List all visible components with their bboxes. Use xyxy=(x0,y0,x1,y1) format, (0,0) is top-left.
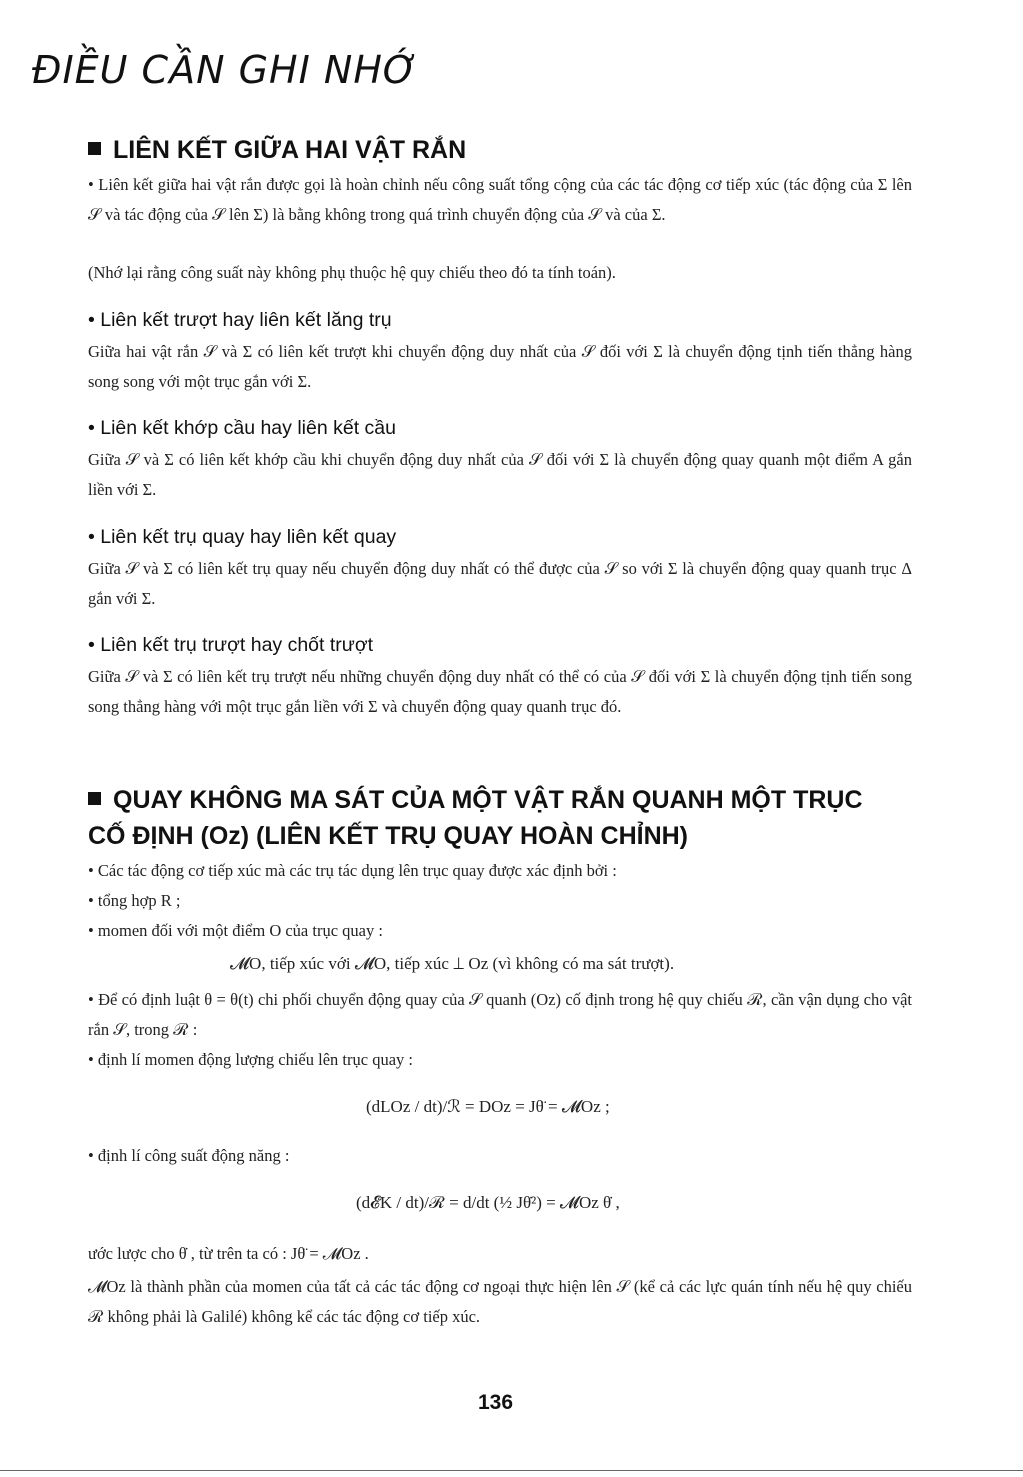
section1-intro: • Liên kết giữa hai vật rắn được gọi là hoàn chỉnh nếu công suất tổng cộng của các tác động cơ tiếp xúc (tác động của Σ lên 𝒮 và tác động của 𝒮 lên Σ) là bằng không trong quá trình chuyển động của 𝒮 và của Σ. xyxy=(88,175,912,224)
main-title: ĐIỀU CẦN GHI NHỚ xyxy=(32,48,419,92)
link-cylindrical-title: • Liên kết trụ trượt hay chốt trượt xyxy=(88,634,374,656)
section2-line3: • momen đối với một điểm O của trục quay : xyxy=(88,921,383,940)
section2-line1: • Các tác động cơ tiếp xúc mà các trụ tác dụng lên trục quay được xác định bởi : xyxy=(88,861,617,880)
link-revolute-text: Giữa 𝒮 và Σ có liên kết trụ quay nếu chuyển động duy nhất có thể được của 𝒮 so với Σ là chuyển động quay quanh trục Δ gắn với Σ. xyxy=(88,559,912,608)
section1-note: (Nhớ lại rằng công suất này không phụ thuộc hệ quy chiếu theo đó ta tính toán). xyxy=(88,263,616,282)
section2-para1: • Để có định luật θ = θ(t) chi phối chuyển động quay của 𝒮 quanh (Oz) cố định trong hệ quy chiếu ℛ, cần vận dụng cho vật rắn 𝒮, trong ℛ : xyxy=(88,990,912,1039)
equation-contact-moment: 𝓜O, tiếp xúc với 𝓜O, tiếp xúc ⊥ Oz (vì không có ma sát trượt). xyxy=(230,954,675,973)
equation-angular-momentum: (dLOz / dt)/ℛ = DOz = Jθ̈ = 𝓜Oz ; xyxy=(366,1097,610,1116)
bottom-divider xyxy=(0,1470,1023,1471)
section2-line5: • định lí công suất động năng : xyxy=(88,1146,290,1165)
section2-title xyxy=(88,782,863,854)
section2-para2: 𝓜Oz là thành phần của momen của tất cả các tác động cơ ngoại thực hiện lên 𝒮 (kể cả các lực quán tính nếu hệ quy chiếu ℛ không phải là Galilé) không kể các tác động cơ tiếp xúc. xyxy=(88,1277,912,1326)
link-sliding-text: Giữa hai vật rắn 𝒮 và Σ có liên kết trượt khi chuyển động duy nhất của 𝒮 đối với Σ là chuyển động tịnh tiến thẳng hàng song song với một trục gắn với Σ. xyxy=(88,342,912,391)
equation-kinetic-power: (d𝓔K / dt)/ℛ = d/dt (½ Jθ̇²) = 𝓜Oz θ̇ , xyxy=(356,1193,620,1212)
section2-title-line2: CỐ ĐỊNH (Oz) (LIÊN KẾT TRỤ QUAY HOÀN CHỈNH) xyxy=(88,822,688,850)
link-revolute-title: • Liên kết trụ quay hay liên kết quay xyxy=(88,526,397,548)
link-ball-joint-title: • Liên kết khớp cầu hay liên kết cầu xyxy=(88,417,396,439)
link-ball-joint-text: Giữa 𝒮 và Σ có liên kết khớp cầu khi chuyển động duy nhất của 𝒮 đối với Σ là chuyển động quay quanh một điểm A gắn liền với Σ. xyxy=(88,450,912,499)
section1-title xyxy=(88,132,466,168)
section1-title-text: LIÊN KẾT GIỮA HAI VẬT RẮN xyxy=(113,136,467,164)
section2-line6: ước lược cho θ̇ , từ trên ta có : Jθ̈ = 𝓜Oz . xyxy=(88,1244,369,1263)
square-bullet-icon xyxy=(88,142,101,155)
section2-line2: • tổng hợp R ; xyxy=(88,891,181,910)
square-bullet-icon xyxy=(88,792,101,805)
link-cylindrical-text: Giữa 𝒮 và Σ có liên kết trụ trượt nếu những chuyển động duy nhất có thể có của 𝒮 đối với Σ là chuyển động tịnh tiến song song thẳng hàng với một trục gắn liền với Σ và chuyển động quay quanh trục đó. xyxy=(88,667,912,716)
page-number: 136 xyxy=(478,1391,514,1414)
section2-title-line1: QUAY KHÔNG MA SÁT CỦA MỘT VẬT RẮN QUANH MỘT TRỤC xyxy=(113,786,863,814)
link-sliding-title: • Liên kết trượt hay liên kết lăng trụ xyxy=(88,309,392,331)
section2-line4: • định lí momen động lượng chiếu lên trục quay : xyxy=(88,1050,413,1069)
